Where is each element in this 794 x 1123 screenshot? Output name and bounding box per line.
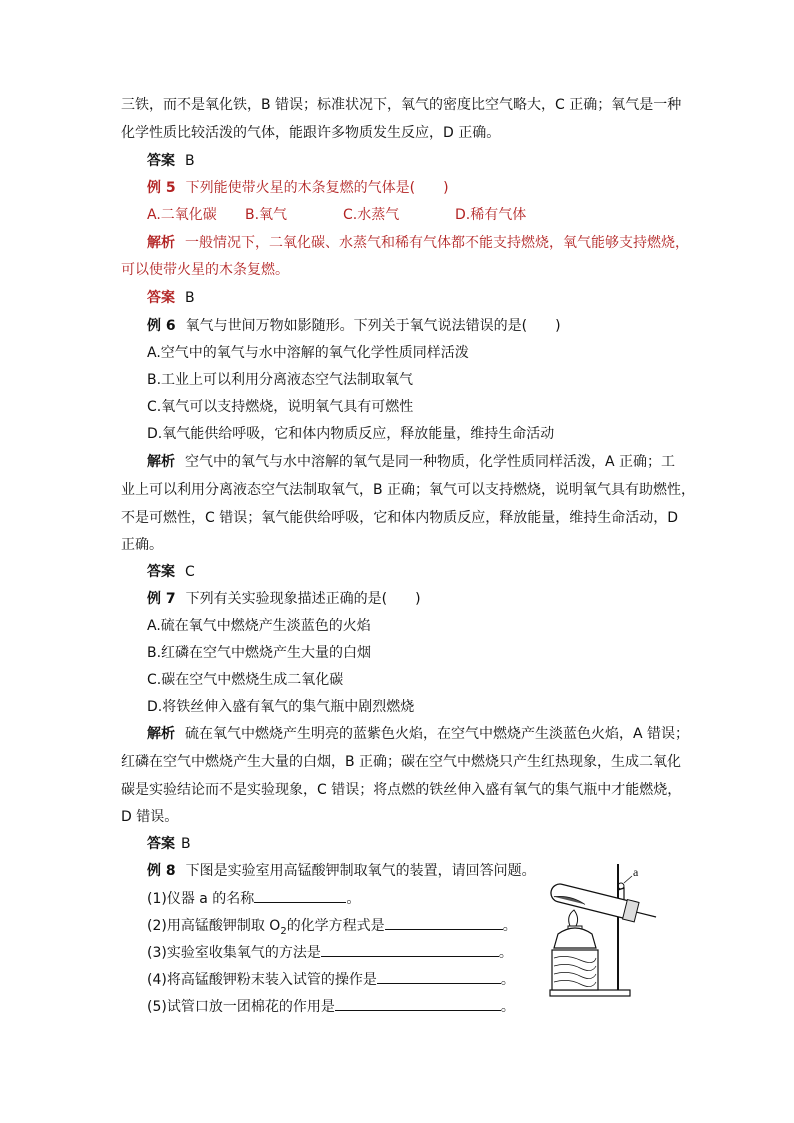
- answer-row-q7: [147, 834, 191, 854]
- question-text: 下图是实验室用高锰酸钾制取氧气的装置，请回答问题。: [185, 863, 536, 879]
- option-d: D.氧气能供给呼吸，它和体内物质反应，释放能量，维持生命活动: [147, 426, 555, 442]
- option-b: B.氧气: [245, 207, 288, 223]
- sub-question-3: [147, 942, 513, 963]
- analysis-label: 解析: [147, 454, 175, 470]
- question-text: 下列能使带火星的木条复燃的气体是( ): [185, 180, 449, 196]
- question-8-stem: [147, 861, 536, 881]
- answer-row-q4: [147, 151, 195, 171]
- analysis-text: 硫在氧气中燃烧产生明亮的蓝紫色火焰，在空气中燃烧产生淡蓝色火焰，A 错误；: [185, 726, 690, 742]
- analysis-7-line-1: [147, 724, 690, 744]
- sub-question-text: 的化学方程式是: [286, 918, 385, 934]
- option-d: D.将铁丝伸入盛有氧气的集气瓶中剧烈燃烧: [147, 699, 415, 715]
- sub-question-text: (1)仪器 a 的名称: [147, 891, 255, 907]
- answer-row-q5: [147, 288, 195, 308]
- answer-value: B: [181, 836, 191, 852]
- answer-value: C: [185, 564, 195, 580]
- answer-blank-1[interactable]: [254, 888, 346, 903]
- question-5-options: [147, 205, 526, 225]
- option-d: D.稀有气体: [455, 207, 527, 223]
- option-c: C.氧气可以支持燃烧，说明氧气具有可燃性: [147, 399, 414, 415]
- oxygen-apparatus-diagram: [540, 862, 680, 1002]
- analysis-text: 一般情况下，二氧化碳、水蒸气和稀有气体都不能支持燃烧，氧气能够支持燃烧，: [185, 235, 689, 251]
- analysis-7-line-4: D 错误。: [121, 809, 179, 825]
- intro-line-2: 化学性质比较活泼的气体，能跟许多物质发生反应，D 正确。: [121, 125, 501, 141]
- period: 。: [502, 918, 517, 934]
- answer-blank-5[interactable]: [335, 996, 501, 1011]
- option-c: C.水蒸气: [343, 207, 400, 223]
- answer-blank-3[interactable]: [321, 942, 499, 957]
- option-a: A.二氧化碳: [147, 207, 217, 223]
- intro-line-1: 三铁，而不是氧化铁，B 错误；标准状况下，氧气的密度比空气略大，C 正确；氧气是一种: [121, 97, 682, 113]
- sub-question-1: [147, 888, 360, 909]
- answer-value: B: [185, 290, 195, 306]
- period: 。: [500, 972, 515, 988]
- question-label: 例 6: [147, 318, 176, 334]
- question-label: 例 5: [147, 180, 176, 196]
- analysis-7-line-3: 碳是实验结论而不是实验现象，C 错误；将点燃的铁丝伸入盛有氧气的集气瓶中才能燃烧，: [121, 782, 682, 798]
- answer-value: B: [185, 153, 195, 169]
- period: 。: [498, 945, 513, 961]
- sub-question-text: (5)试管口放一团棉花的作用是: [147, 999, 335, 1015]
- option-a: A.空气中的氧气与水中溶解的氧气化学性质同样活泼: [147, 345, 469, 361]
- period: 。: [500, 999, 515, 1015]
- sub-question-text: (2)用高锰酸钾制取 O: [147, 918, 281, 934]
- sub-question-4: [147, 969, 515, 990]
- sub-question-5: [147, 996, 515, 1017]
- option-b: B.红磷在空气中燃烧产生大量的白烟: [147, 645, 372, 661]
- answer-blank-4[interactable]: [377, 969, 501, 984]
- analysis-text: 空气中的氧气与水中溶解的氧气是同一种物质，化学性质同样活泼，A 正确；工: [185, 454, 676, 470]
- analysis-6-line-3: 不是可燃性，C 错误；氧气能供给呼吸，它和体内物质反应，释放能量，维持生命活动，D: [121, 510, 679, 526]
- apparatus-figure: [540, 862, 680, 1002]
- period: 。: [346, 891, 361, 907]
- figure-label-a: a: [633, 865, 639, 879]
- question-text: 下列有关实验现象描述正确的是( ): [185, 591, 421, 607]
- question-5-stem: [147, 178, 449, 198]
- question-label: 例 8: [147, 863, 176, 879]
- question-label: 例 7: [147, 591, 176, 607]
- question-text: 氧气与世间万物如影随形。下列关于氧气说法错误的是( ): [185, 318, 561, 334]
- analysis-5-line-2: 可以使带火星的木条复燃。: [121, 262, 289, 278]
- analysis-6-line-1: [147, 452, 676, 472]
- analysis-label: 解析: [147, 726, 175, 742]
- option-a: A.硫在氧气中燃烧产生淡蓝色的火焰: [147, 618, 371, 634]
- question-7-stem: [147, 589, 421, 609]
- answer-label: 答案: [147, 153, 175, 169]
- analysis-label: 解析: [147, 235, 175, 251]
- answer-row-q6: [147, 562, 195, 582]
- option-b: B.工业上可以利用分离液态空气法制取氧气: [147, 372, 414, 388]
- sub-question-text: (4)将高锰酸钾粉末装入试管的操作是: [147, 972, 377, 988]
- analysis-7-line-2: 红磷在空气中燃烧产生大量的白烟，B 正确；碳在空气中燃烧只产生红热现象，生成二氧化: [121, 754, 682, 770]
- option-c: C.碳在空气中燃烧生成二氧化碳: [147, 672, 344, 688]
- question-6-stem: [147, 316, 561, 336]
- answer-label: 答案: [147, 290, 175, 306]
- analysis-6-line-2: 业上可以利用分离液态空气法制取氧气，B 正确；氧气可以支持燃烧，说明氧气具有助燃性，: [121, 482, 696, 498]
- sub-question-text: (3)实验室收集氧气的方法是: [147, 945, 321, 961]
- answer-blank-2[interactable]: [385, 915, 503, 930]
- subscript: 2: [280, 925, 287, 937]
- sub-question-2: [147, 915, 517, 942]
- answer-label: 答案: [147, 836, 175, 852]
- answer-label: 答案: [147, 564, 175, 580]
- analysis-5-line-1: [147, 233, 689, 253]
- analysis-6-line-4: 正确。: [121, 537, 163, 553]
